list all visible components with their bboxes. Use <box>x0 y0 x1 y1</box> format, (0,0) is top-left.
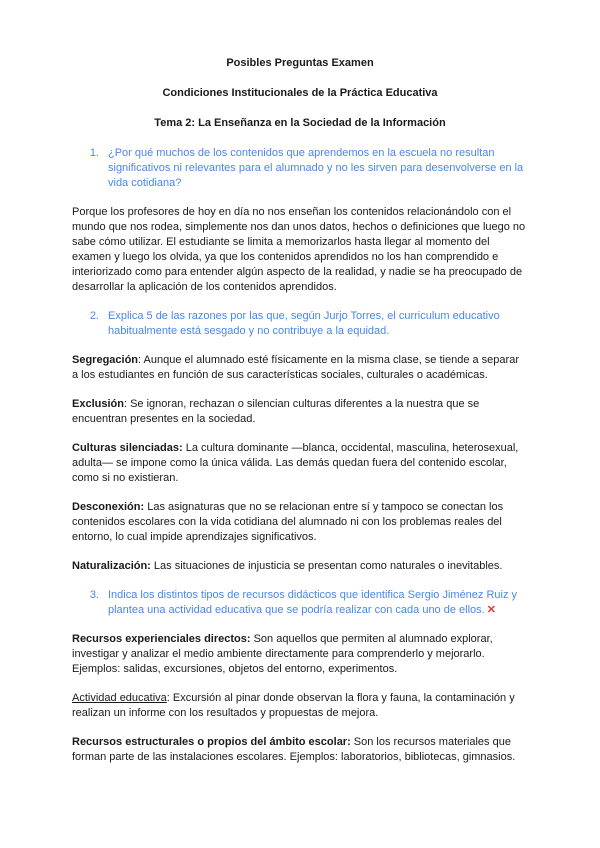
reason-term: Desconexión: <box>72 501 145 513</box>
reason-segregacion <box>72 353 528 383</box>
resource-term: Recursos estructurales o propios del ámbito escolar: <box>72 736 351 748</box>
reason-text: Las situaciones de injusticia se presentan como naturales o inevitables. <box>153 560 503 572</box>
reason-text: Las asignaturas que no se relacionan entre sí y tampoco se conectan los contenidos escolares con la vida cotidiana del alumnado ni con los problemas reales del entorno, lo cual impide aprendizajes significativos. <box>72 501 504 543</box>
course-title: Condiciones Institucionales de la Práctica Educativa <box>162 87 438 99</box>
resource-text: Son los recursos materiales que forman parte de las instalaciones escolares. Ejemplos: laboratorios, bibliotecas, gimnasios. <box>72 736 516 763</box>
answer-1: Porque los profesores de hoy en día no nos enseñan los contenidos relacionándolo con el mundo que nos rodea, simplemente nos dan unos datos, hechos o definiciones que luego no sabe cómo utilizar. El estudiante se limita a memorizarlos hasta llegar al momento del examen y luego los olvida, ya que los contenidos aprendidos no los han comprendido e interiorizado como para entender algún aspecto de la realidad, y nadie se ha preocupado de desarrollar la aplicación de los contenidos aprendidos. <box>72 206 526 293</box>
question-2 <box>72 309 528 339</box>
resource-term: Recursos experienciales directos: <box>72 633 251 645</box>
reason-exclusion <box>72 397 528 427</box>
resource-text: Son aquellos que permiten al alumnado explorar, investigar y analizar el medio ambiente directamente para comprenderlo y mejorarlo. Ejemplos: salidas, excursiones, objetos del entorno, experimentos. <box>72 633 493 675</box>
question-text: Indica los distintos tipos de recursos didácticos que identifica Sergio Jiménez Ruiz y plantea una actividad educativa que se podría realizar con cada uno de ellos. ✕ <box>108 589 518 616</box>
red-x-icon: ✕ <box>486 604 496 616</box>
reason-text: Se ignoran, rechazan o silencian culturas diferentes a la nuestra que se encuentran presentes en la sociedad. <box>72 398 480 425</box>
activity-label: Actividad educativa <box>72 692 167 704</box>
question-number: 1. <box>89 147 99 159</box>
question-number: 3. <box>89 589 99 601</box>
reason-naturalizacion <box>72 559 528 574</box>
document-title: Posibles Preguntas Examen <box>226 57 374 69</box>
reason-term: Naturalización: <box>72 560 151 572</box>
reason-separator: : <box>123 398 131 410</box>
question-1 <box>72 146 528 191</box>
question-number: 2. <box>89 310 99 322</box>
resource-experienciales <box>72 632 528 677</box>
activity-educativa <box>72 691 528 721</box>
reason-culturas-silenciadas <box>72 441 528 486</box>
reason-term: Exclusión <box>72 398 124 410</box>
question-text: Explica 5 de las razones por las que, según Jurjo Torres, el curriculum educativo habitualmente está sesgado y no contribuye a la equidad. <box>108 310 500 337</box>
question-text: ¿Por qué muchos de los contenidos que aprendemos en la escuela no resultan significativos ni relevantes para el alumnado y no les sirven para desenvolverse en la vida cotidiana? <box>108 147 524 189</box>
reason-term: Segregación <box>72 354 139 366</box>
reason-text: Aunque el alumnado esté físicamente en la misma clase, se tiende a separar a los estudiantes en función de sus características sociales, culturales o académicas. <box>72 354 519 381</box>
reason-separator: : <box>138 354 144 366</box>
reason-desconexion <box>72 500 528 545</box>
reason-term: Culturas silenciadas: <box>72 442 183 454</box>
resource-estructurales <box>72 735 528 765</box>
question-3 <box>72 588 528 618</box>
activity-text: : Excursión al pinar donde observan la flora y fauna, la contaminación y realizan un informe con los resultados y propuestas de mejora. <box>72 692 515 719</box>
topic-title: Tema 2: La Enseñanza en la Sociedad de la Información <box>154 117 446 129</box>
reason-text: La cultura dominante —blanca, occidental, masculina, heterosexual, adulta— se impone como la única válida. Las demás quedan fuera del contenido escolar, como si no existieran. <box>72 442 519 484</box>
